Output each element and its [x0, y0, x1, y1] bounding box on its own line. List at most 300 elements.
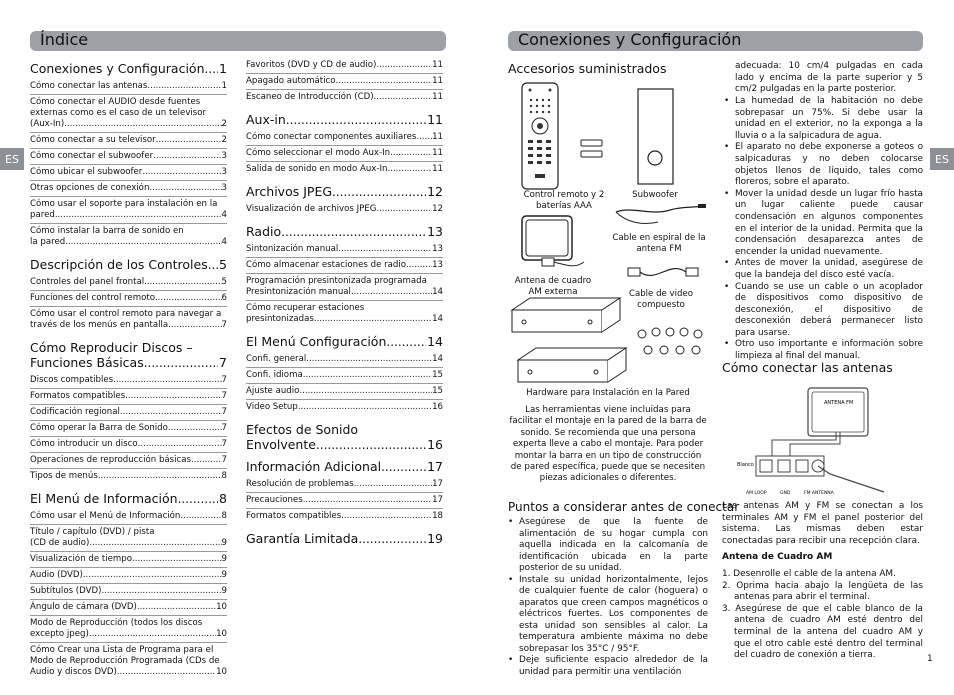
- toc-entry[interactable]: [246, 509, 443, 524]
- toc-entry-line: Programación presintonizada programada: [246, 276, 427, 286]
- toc-page-number: 3: [221, 151, 227, 161]
- toc-leader-dots: [142, 167, 221, 178]
- toc-leader-dots: [286, 113, 426, 127]
- bullet-item: • Asegúrese de que la fuente de alimentación de su hogar cumpla con aquella indicada en la calcomanía de identificación ubicada en la parte posterior de su unidad.: [506, 517, 708, 575]
- toc-page-number: 14: [427, 334, 443, 349]
- toc-entry-text: Subtítulos (DVD): [30, 586, 102, 596]
- toc-leader-dots: [416, 132, 432, 143]
- toc-entry[interactable]: [30, 509, 227, 524]
- wall-bracket-image-2: [516, 346, 628, 386]
- toc-entry-last-line: [30, 667, 227, 678]
- toc-page-number: 7: [221, 423, 227, 433]
- toc-entry-text: Precauciones: [246, 495, 303, 505]
- toc-page-number: 4: [221, 210, 227, 220]
- toc-leader-dots: [149, 183, 221, 194]
- toc-leader-dots: [386, 335, 426, 349]
- toc-entry-text: Tipos de menús: [30, 471, 98, 481]
- toc-entry[interactable]: [30, 552, 227, 567]
- toc-page-number: 11: [432, 60, 443, 70]
- toc-page-number: 10: [216, 667, 227, 677]
- toc-page-number: 19: [427, 531, 443, 546]
- toc-leader-dots: [299, 386, 432, 397]
- toc-section-title: Radio: [246, 224, 282, 239]
- toc-leader-dots: [298, 402, 432, 413]
- toc-entry[interactable]: [246, 146, 443, 161]
- label-am-loop: AM LOOP: [746, 491, 767, 496]
- toc-section-title-row: [30, 61, 227, 76]
- toc-page-number: 14: [432, 354, 443, 364]
- toc-entry[interactable]: [246, 58, 443, 73]
- toc-page-number: 10: [216, 602, 227, 612]
- toc-entry-text: Cómo introducir un disco: [30, 439, 138, 449]
- toc-page-number: 7: [221, 320, 227, 330]
- ventilation-continued: adecuada: 10 cm/4 pulgadas en cada lado y encima de la parte superior y 5 cm/2 pulgadas en la parte posterior.: [735, 61, 923, 95]
- toc-section-title: Envolvente: [246, 437, 316, 452]
- toc-entry[interactable]: [246, 202, 443, 217]
- toc-entry-last-line: [30, 629, 227, 640]
- toc-entry[interactable]: [246, 400, 443, 415]
- toc-leader-dots: [101, 586, 221, 597]
- screws-image: [636, 326, 708, 360]
- toc-entry-text: Cómo operar la Barra de Sonido: [30, 423, 168, 433]
- toc-entry-line: Título / capítulo (DVD) / pista: [30, 527, 155, 537]
- toc-page-number: 11: [427, 112, 443, 127]
- toc-page-number: 10: [216, 629, 227, 639]
- toc-entry-text: Cómo ubicar el subwoofer: [30, 167, 143, 177]
- toc-page-number: 11: [432, 164, 443, 174]
- toc-entry-text: Escaneo de Introducción (CD): [246, 92, 374, 102]
- toc-page-number: 17: [427, 459, 443, 474]
- toc-entry[interactable]: [246, 493, 443, 508]
- subwoofer-image: [637, 88, 675, 186]
- toc-section-heading[interactable]: [246, 531, 443, 546]
- toc-entry-text: Sintonización manual: [246, 244, 339, 254]
- toc-leader-dots: [335, 76, 432, 87]
- toc-leader-dots: [314, 314, 432, 325]
- toc-section-title-row: [246, 112, 443, 127]
- toc-page-number: 6: [221, 293, 227, 303]
- toc-section-heading[interactable]: [30, 257, 227, 272]
- toc-entry[interactable]: [246, 90, 443, 105]
- toc-page-number: 8: [221, 511, 227, 521]
- toc-entry-text: Formatos compatibles: [246, 511, 342, 521]
- accessories-heading: Accesorios suministrados: [508, 61, 667, 76]
- antenna-connection-diagram: [732, 386, 892, 500]
- toc-leader-dots: [83, 570, 222, 581]
- toc-entry-text: Resolución de problemas: [246, 479, 354, 489]
- toc-section-title: Archivos JPEG: [246, 184, 333, 199]
- toc-entry-text: Audio y discos DVD): [30, 667, 117, 677]
- toc-entry[interactable]: [246, 274, 443, 300]
- toc-section-title: El Menú de Información: [30, 491, 178, 506]
- toc-section-title-row: [30, 257, 227, 272]
- toc-leader-dots: [351, 287, 432, 298]
- toc-entry-last-line: [30, 210, 227, 221]
- toc-entry[interactable]: [30, 421, 227, 436]
- toc-entry-text: Presintonización manual: [246, 287, 351, 297]
- toc-leader-dots: [376, 204, 432, 215]
- toc-page-number: 18: [432, 511, 443, 521]
- toc-section-title: El Menú Configuración: [246, 334, 387, 349]
- toc-section-title-row: [246, 334, 443, 349]
- toc-page-number: 5: [219, 257, 227, 272]
- toc-entry[interactable]: [30, 197, 227, 223]
- toc-entry-text: presintonizadas: [246, 314, 314, 324]
- toc-page-number: 13: [427, 224, 443, 239]
- toc-leader-dots: [147, 81, 221, 92]
- toc-section-line: Cómo Reproducir Discos –: [30, 340, 193, 355]
- antennas-heading: Cómo conectar las antenas: [722, 360, 893, 375]
- toc-entry-text: Cómo conectar las antenas: [30, 81, 148, 91]
- toc-entry[interactable]: [30, 224, 227, 250]
- toc-page-number: 3: [221, 183, 227, 193]
- toc-entry[interactable]: [30, 525, 227, 551]
- toc-entry-text: través de los menús en pantalla: [30, 320, 169, 330]
- toc-page-number: 9: [221, 570, 227, 580]
- toc-section-heading[interactable]: [30, 491, 227, 506]
- caption-subwoofer: Subwoofer: [632, 190, 678, 200]
- index-title: Índice: [40, 30, 89, 49]
- toc-entry-text: Ajuste audio: [246, 386, 300, 396]
- toc-page-number: 9: [221, 538, 227, 548]
- toc-column-2: [246, 58, 443, 549]
- toc-section-title-row: [30, 355, 227, 370]
- toc-section-title: Funciones Básicas: [30, 355, 144, 370]
- toc-entry-text: Salida de sonido en modo Aux-In: [246, 164, 388, 174]
- toc-entry-text: Visualización de archivos JPEG: [246, 204, 377, 214]
- toc-entry[interactable]: [246, 477, 443, 492]
- toc-leader-dots: [144, 356, 218, 370]
- toc-entry[interactable]: [30, 405, 227, 420]
- toc-section-heading[interactable]: [246, 184, 443, 199]
- bullet-item: • Antes de mover la unidad, asegúrese de que la bandeja del disco esté vacía.: [722, 258, 923, 281]
- toc-page-number: 8: [221, 471, 227, 481]
- toc-leader-dots: [132, 554, 222, 565]
- toc-page-number: 11: [432, 132, 443, 142]
- toc-leader-dots: [89, 538, 221, 549]
- toc-leader-dots: [125, 391, 221, 402]
- toc-leader-dots: [89, 629, 216, 640]
- toc-leader-dots: [113, 375, 221, 386]
- toc-page-number: 7: [221, 439, 227, 449]
- label-gnd: GND: [780, 491, 791, 496]
- toc-page-number: 14: [432, 287, 443, 297]
- toc-entry-text: (Aux-In): [30, 119, 65, 129]
- toc-leader-dots: [168, 320, 221, 331]
- toc-entry-text: Operaciones de reproducción básicas: [30, 455, 192, 465]
- toc-leader-dots: [144, 277, 221, 288]
- toc-entry[interactable]: [30, 95, 227, 132]
- toc-entry[interactable]: [30, 291, 227, 306]
- remote-control-image: [521, 82, 559, 190]
- toc-entry[interactable]: [246, 301, 443, 327]
- toc-entry-text: la pared: [30, 237, 66, 247]
- toc-entry[interactable]: [30, 373, 227, 388]
- toc-section-title-row: [246, 184, 443, 199]
- caption-remote: Control remoto y 2 baterías AAA: [523, 190, 605, 211]
- toc-entry[interactable]: [246, 130, 443, 145]
- toc-entry[interactable]: [246, 384, 443, 399]
- toc-leader-dots: [381, 460, 426, 474]
- am-step: 1. Desenrolle el cable de la antena AM.: [722, 569, 896, 579]
- toc-entry[interactable]: [30, 79, 227, 94]
- am-step: 2. Oprima hacia abajo la lengüeta de las antenas para abrir el terminal.: [722, 580, 923, 603]
- toc-page-number: 13: [432, 260, 443, 270]
- toc-page-number: 7: [221, 455, 227, 465]
- toc-entry-line: Cómo recuperar estaciones: [246, 303, 365, 313]
- toc-entry[interactable]: [30, 149, 227, 164]
- label-fm-antenna: FM ANTENNA: [804, 491, 834, 496]
- toc-page-number: 11: [432, 92, 443, 102]
- toc-section-title: Garantía Limitada: [246, 531, 359, 546]
- section-title: Conexiones y Configuración: [518, 30, 742, 49]
- toc-entry-line: Modo de Reproducción (todos los discos: [30, 618, 203, 628]
- toc-entry[interactable]: [246, 242, 443, 257]
- toc-entry[interactable]: [30, 275, 227, 290]
- bullet-item: • Instale su unidad horizontalmente, lejos de cualquier fuente de calor (hoguera) o aparatos que creen campos magnéticos o eléctricos fuertes. Los componentes de esta unidad son sensibles al calor. La temperatura ambiente máxima no debe sobrepasar los 35°C / 95°F.: [506, 575, 708, 656]
- bullet-item: • Mover la unidad desde un lugar frío hasta un lugar caliente puede causar condensación en algunos componentes en el interior de la unidad. Permita que la condensación desaparezca antes de encender la unidad nuevamente.: [722, 189, 923, 259]
- toc-entry[interactable]: [30, 307, 227, 333]
- toc-entry-line: Cómo conectar el AUDIO desde fuentes: [30, 97, 201, 107]
- toc-entry[interactable]: [30, 181, 227, 196]
- toc-entry-text: Controles del panel frontal: [30, 277, 145, 287]
- toc-section-title: Descripción de los Controles: [30, 257, 208, 272]
- toc-entry-text: excepto jpeg): [30, 629, 89, 639]
- toc-entry-last-line: [30, 119, 227, 130]
- toc-page-number: 4: [221, 237, 227, 247]
- toc-page-number: 9: [221, 586, 227, 596]
- toc-leader-dots: [406, 260, 432, 271]
- toc-leader-dots: [138, 439, 222, 450]
- toc-entry-text: pared: [30, 210, 55, 220]
- toc-entry[interactable]: [246, 74, 443, 89]
- toc-entry-text: Cómo conectar el subwoofer: [30, 151, 154, 161]
- toc-column-1: [30, 58, 227, 680]
- toc-section-title: Conexiones y Configuración: [30, 61, 205, 76]
- toc-entry-text: Favoritos (DVD y CD de audio): [246, 60, 377, 70]
- toc-entry-last-line: [246, 287, 443, 298]
- toc-section-title: Información Adicional: [246, 459, 382, 474]
- toc-leader-dots: [332, 185, 426, 199]
- precautions-list: [722, 96, 923, 363]
- caption-video-cable: Cable de video compuesto: [628, 289, 694, 310]
- index-header-bar: [30, 31, 446, 51]
- caption-wall-kit: Hardware para Instalación en la Pared: [526, 388, 690, 398]
- toc-leader-dots: [180, 511, 221, 522]
- toc-leader-dots: [387, 164, 432, 175]
- toc-entry[interactable]: [30, 600, 227, 615]
- toc-entry-last-line: [30, 320, 227, 331]
- toc-page-number: 16: [427, 437, 443, 452]
- toc-entry-text: Codificación regional: [30, 407, 120, 417]
- toc-leader-dots: [374, 92, 433, 103]
- toc-page-number: 11: [432, 148, 443, 158]
- toc-leader-dots: [338, 244, 432, 255]
- toc-page-number: 7: [221, 391, 227, 401]
- toc-leader-dots: [120, 407, 222, 418]
- toc-section-line: Efectos de Sonido: [246, 422, 359, 437]
- toc-entry-text: Cómo usar el Menú de Información: [30, 511, 181, 521]
- toc-page-number: 8: [219, 491, 227, 506]
- toc-leader-dots: [354, 479, 432, 490]
- toc-entry-text: Cómo conectar componentes auxiliares: [246, 132, 417, 142]
- toc-leader-dots: [358, 532, 426, 546]
- toc-leader-dots: [156, 135, 222, 146]
- toc-page-number: 1: [219, 61, 227, 76]
- toc-entry-line: Cómo Crear una Lista de Programa para el: [30, 645, 214, 655]
- section-header-bar: [508, 31, 923, 51]
- toc-section-heading[interactable]: [246, 224, 443, 239]
- toc-leader-dots: [137, 602, 216, 613]
- bullet-item: • Deje suficiente espacio alrededor de la unidad para permitir una ventilación: [506, 655, 708, 678]
- toc-leader-dots: [281, 225, 426, 239]
- toc-page-number: 15: [432, 386, 443, 396]
- toc-page-number: 14: [432, 314, 443, 324]
- toc-entry-text: Formatos compatibles: [30, 391, 126, 401]
- language-tab-left: ES: [0, 148, 24, 170]
- toc-page-number: 15: [432, 370, 443, 380]
- toc-page-number: 9: [221, 554, 227, 564]
- toc-leader-dots: [208, 258, 218, 272]
- toc-section-heading[interactable]: [246, 459, 443, 474]
- bullet-item: • Cuando se use un cable o un acoplador de dispositivos como dispositivo de desconexión, el dispositivo de desconexión deberá permanecer listo para usarse.: [722, 282, 923, 340]
- toc-entry-text: Apagado automático: [246, 76, 336, 86]
- toc-entry[interactable]: [30, 453, 227, 468]
- toc-leader-dots: [65, 237, 221, 248]
- toc-entry-text: Video Setup: [246, 402, 298, 412]
- toc-leader-dots: [306, 354, 432, 365]
- toc-page-number: 17: [432, 495, 443, 505]
- toc-section-heading[interactable]: [30, 340, 227, 370]
- language-tab-right: ES: [930, 148, 954, 170]
- toc-page-number: 17: [432, 479, 443, 489]
- tools-paragraph: Las herramientas viene incluidas para facilitar el montaje en la pared de la barra de sonido. Se recomienda que una persona experta lleve a cabo el montaje. Para poder montar la barra en un tipo de construcción de pared específica, puede que se necesiten piezas adicionales o diferentes.: [509, 405, 707, 484]
- toc-leader-dots: [117, 667, 216, 678]
- toc-page-number: 12: [432, 204, 443, 214]
- wall-bracket-image-1: [510, 296, 622, 336]
- toc-leader-dots: [178, 492, 218, 506]
- am-loop-heading: Antena de Cuadro AM: [722, 552, 833, 562]
- toc-leader-dots: [191, 455, 222, 466]
- toc-leader-dots: [376, 60, 432, 71]
- toc-entry-text: Ángulo de cámara (DVD): [30, 602, 137, 612]
- toc-section-heading[interactable]: [246, 112, 443, 127]
- toc-entry-text: Confi. idioma: [246, 370, 303, 380]
- am-loop-antenna-image: [518, 212, 586, 272]
- toc-entry[interactable]: [30, 437, 227, 452]
- toc-page-number: 13: [432, 244, 443, 254]
- toc-leader-dots: [303, 370, 432, 381]
- toc-entry[interactable]: [246, 368, 443, 383]
- toc-entry[interactable]: [246, 352, 443, 367]
- label-antena-fm: ANTENA FM: [824, 400, 854, 406]
- toc-entry-last-line: [30, 237, 227, 248]
- toc-leader-dots: [205, 62, 219, 76]
- toc-page-number: 7: [221, 407, 227, 417]
- toc-page-number: 5: [221, 277, 227, 287]
- toc-entry-text: (CD de audio): [30, 538, 90, 548]
- toc-section-title-row: [246, 531, 443, 546]
- toc-entry[interactable]: [30, 133, 227, 148]
- toc-entry[interactable]: [30, 469, 227, 484]
- antennas-paragraph: Las antenas AM y FM se conectan a los terminales AM y FM el panel posterior del sistema. Las mismas deben estar conectadas para recibir una recepción clara.: [722, 501, 923, 546]
- toc-section-title-row: [246, 224, 443, 239]
- composite-video-cable-image: [626, 258, 700, 288]
- toc-page-number: 3: [221, 167, 227, 177]
- toc-entry[interactable]: [30, 616, 227, 642]
- toc-section-title: Aux-in: [246, 112, 286, 127]
- toc-entry[interactable]: [30, 584, 227, 599]
- toc-page-number: 16: [432, 402, 443, 412]
- toc-leader-dots: [153, 151, 221, 162]
- toc-leader-dots: [168, 423, 222, 434]
- toc-entry-last-line: [246, 314, 443, 325]
- toc-leader-dots: [390, 148, 432, 159]
- toc-entry-text: Discos compatibles: [30, 375, 114, 385]
- label-blanco: Blanco: [737, 462, 754, 468]
- bullet-item: • La humedad de la habitación no debe sobrepasar un 75%. Si debe usar la unidad en el exterior, no la exponga a la lluvia o a la salpicadura de agua.: [722, 96, 923, 142]
- toc-entry-text: Otras opciones de conexión: [30, 183, 150, 193]
- toc-leader-dots: [98, 471, 222, 482]
- points-heading: Puntos a considerar antes de conectar: [508, 500, 740, 514]
- toc-entry[interactable]: [30, 568, 227, 583]
- points-list: [506, 517, 708, 678]
- toc-page-number: 7: [221, 375, 227, 385]
- toc-entry-line: Cómo usar el soporte para instalación en la: [30, 199, 218, 209]
- toc-entry-line: externas como es el caso de un televisor: [30, 108, 207, 118]
- toc-page-number: 2: [221, 119, 227, 129]
- toc-section-heading[interactable]: [246, 422, 443, 452]
- toc-section-heading[interactable]: [246, 334, 443, 349]
- page-number: 1: [927, 654, 933, 664]
- toc-leader-dots: [341, 511, 432, 522]
- toc-section-title-row: [30, 491, 227, 506]
- toc-entry-line: Cómo usar el control remoto para navegar a: [30, 309, 222, 319]
- toc-page-number: 7: [219, 355, 227, 370]
- toc-entry-text: Cómo seleccionar el modo Aux-In: [246, 148, 391, 158]
- toc-leader-dots: [303, 495, 432, 506]
- caption-am-antenna: Antena de cuadro AM externa: [514, 276, 592, 297]
- toc-entry-text: Cómo conectar a su televisor: [30, 135, 156, 145]
- toc-entry-text: Audio (DVD): [30, 570, 83, 580]
- toc-section-title-row: [246, 459, 443, 474]
- bullet-item: • El aparato no debe exponerse a goteos o salpicaduras y no deben colocarse objetos llenos de líquido, tales como floreros, sobre el aparato.: [722, 142, 923, 188]
- am-steps-list: [722, 569, 923, 662]
- toc-entry-line: Modo de Reproducción Programada (CDs de: [30, 656, 220, 666]
- caption-fm-cable: Cable en espiral de la antena FM: [612, 233, 706, 254]
- toc-leader-dots: [55, 210, 222, 221]
- toc-leader-dots: [316, 438, 426, 452]
- toc-entry[interactable]: [246, 162, 443, 177]
- toc-entry[interactable]: [30, 165, 227, 180]
- toc-leader-dots: [64, 119, 221, 130]
- toc-entry-text: Funciones del control remoto: [30, 293, 155, 303]
- batteries-image: [580, 138, 604, 160]
- toc-section-title-row: [246, 437, 443, 452]
- toc-leader-dots: [155, 293, 222, 304]
- toc-page-number: 12: [427, 184, 443, 199]
- toc-entry[interactable]: [30, 389, 227, 404]
- bullet-item: • Otro uso importante e información sobre limpieza al final del manual.: [722, 339, 923, 362]
- toc-section-heading[interactable]: [30, 61, 227, 76]
- toc-page-number: 2: [221, 135, 227, 145]
- toc-entry[interactable]: [246, 258, 443, 273]
- toc-entry[interactable]: [30, 643, 227, 680]
- toc-entry-text: Visualización de tiempo: [30, 554, 132, 564]
- toc-entry-last-line: [30, 538, 227, 549]
- toc-entry-line: Cómo instalar la barra de sonido en: [30, 226, 184, 236]
- toc-page-number: 1: [221, 81, 227, 91]
